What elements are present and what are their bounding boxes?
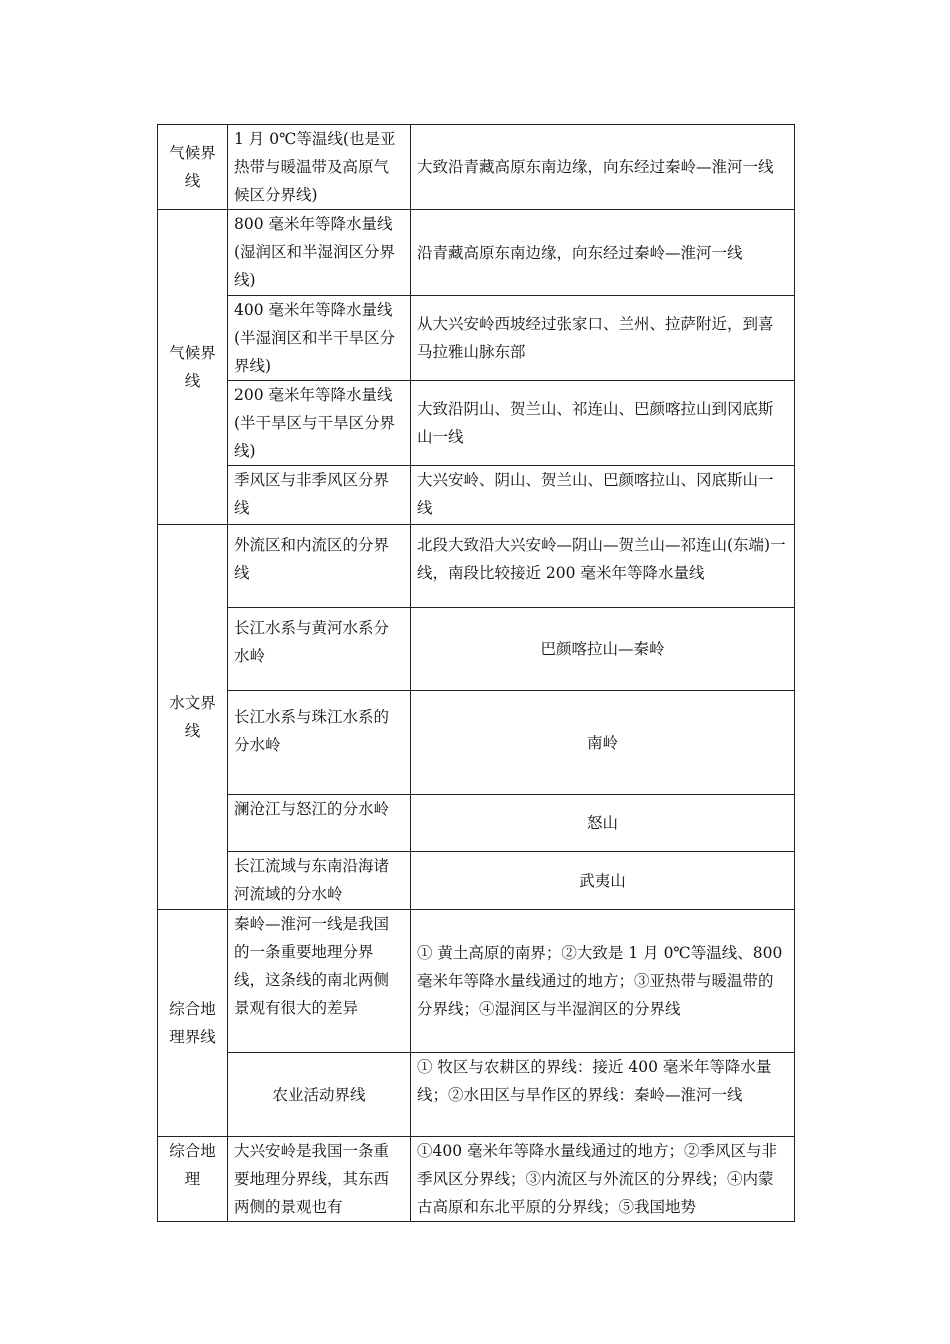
table-row: [158, 1137, 795, 1222]
boundary-name-cell: 1 月 0℃等温线(也是亚热带与暖温带及高原气候区分界线): [228, 125, 411, 210]
boundary-description-cell: 从大兴安岭西坡经过张家口、兰州、拉萨附近，到喜马拉雅山脉东部: [411, 296, 795, 381]
boundary-description-cell: ① 黄土高原的南界；②大致是 1 月 0℃等温线、800 毫米年等降水量线通过的地方；③亚热带与暖温带的分界线；④湿润区与半湿润区的分界线: [411, 910, 795, 1053]
boundary-description-cell: 大兴安岭、阴山、贺兰山、巴颜喀拉山、冈底斯山一线: [411, 466, 795, 525]
boundary-name-cell: 澜沧江与怒江的分水岭: [228, 795, 411, 852]
boundary-description-cell: 大致沿青藏高原东南边缘，向东经过秦岭—淮河一线: [411, 125, 795, 210]
boundary-name-cell: 长江流域与东南沿海诸河流域的分水岭: [228, 852, 411, 910]
boundary-name-cell: 大兴安岭是我国一条重要地理分界线，其东西两侧的景观也有: [228, 1137, 411, 1222]
table-row: [158, 296, 795, 381]
category-cell: 气候界线: [158, 210, 228, 525]
boundary-name-cell: 800 毫米年等降水量线(湿润区和半湿润区分界线): [228, 210, 411, 296]
boundary-name-cell: 长江水系与黄河水系分水岭: [228, 608, 411, 691]
category-cell: 综合地理界线: [158, 910, 228, 1137]
boundary-description-cell: 北段大致沿大兴安岭—阴山—贺兰山—祁连山(东端)一线，南段比较接近 200 毫米年等降水量线: [411, 525, 795, 608]
geographic-boundaries-table: [157, 124, 795, 1222]
boundary-name-cell: 季风区与非季风区分界线: [228, 466, 411, 525]
boundary-name-cell: 400 毫米年等降水量线(半湿润区和半干旱区分界线): [228, 296, 411, 381]
table-row: [158, 910, 795, 1053]
table-row: [158, 125, 795, 210]
table-row: [158, 608, 795, 691]
boundary-name-cell: 秦岭—淮河一线是我国的一条重要地理分界线，这条线的南北两侧景观有很大的差异: [228, 910, 411, 1053]
table-row: [158, 691, 795, 795]
boundary-description-cell: ①400 毫米年等降水量线通过的地方；②季风区与非季风区分界线；③内流区与外流区的分界线；④内蒙古高原和东北平原的分界线；⑤我国地势: [411, 1137, 795, 1222]
boundary-description-cell: 沿青藏高原东南边缘，向东经过秦岭—淮河一线: [411, 210, 795, 296]
boundary-description-cell: 巴颜喀拉山—秦岭: [411, 608, 795, 691]
table-row: [158, 466, 795, 525]
category-cell: 水文界线: [158, 525, 228, 910]
table-row: [158, 795, 795, 852]
category-cell: 气候界线: [158, 125, 228, 210]
boundary-description-cell: ① 牧区与农耕区的界线：接近 400 毫米年等降水量线；②水田区与旱作区的界线：秦岭—淮河一线: [411, 1053, 795, 1137]
boundary-description-cell: 武夷山: [411, 852, 795, 910]
boundary-name-cell: 农业活动界线: [228, 1053, 411, 1137]
table-row: [158, 852, 795, 910]
boundary-name-cell: 长江水系与珠江水系的分水岭: [228, 691, 411, 795]
boundary-description-cell: 大致沿阴山、贺兰山、祁连山、巴颜喀拉山到冈底斯山一线: [411, 381, 795, 466]
boundary-name-cell: 200 毫米年等降水量线(半干旱区与干旱区分界线): [228, 381, 411, 466]
table-row: [158, 210, 795, 296]
table-row: [158, 1053, 795, 1137]
boundary-description-cell: 怒山: [411, 795, 795, 852]
boundary-description-cell: 南岭: [411, 691, 795, 795]
boundary-name-cell: 外流区和内流区的分界线: [228, 525, 411, 608]
table-row: [158, 381, 795, 466]
category-cell: 综合地理: [158, 1137, 228, 1222]
table-row: [158, 525, 795, 608]
